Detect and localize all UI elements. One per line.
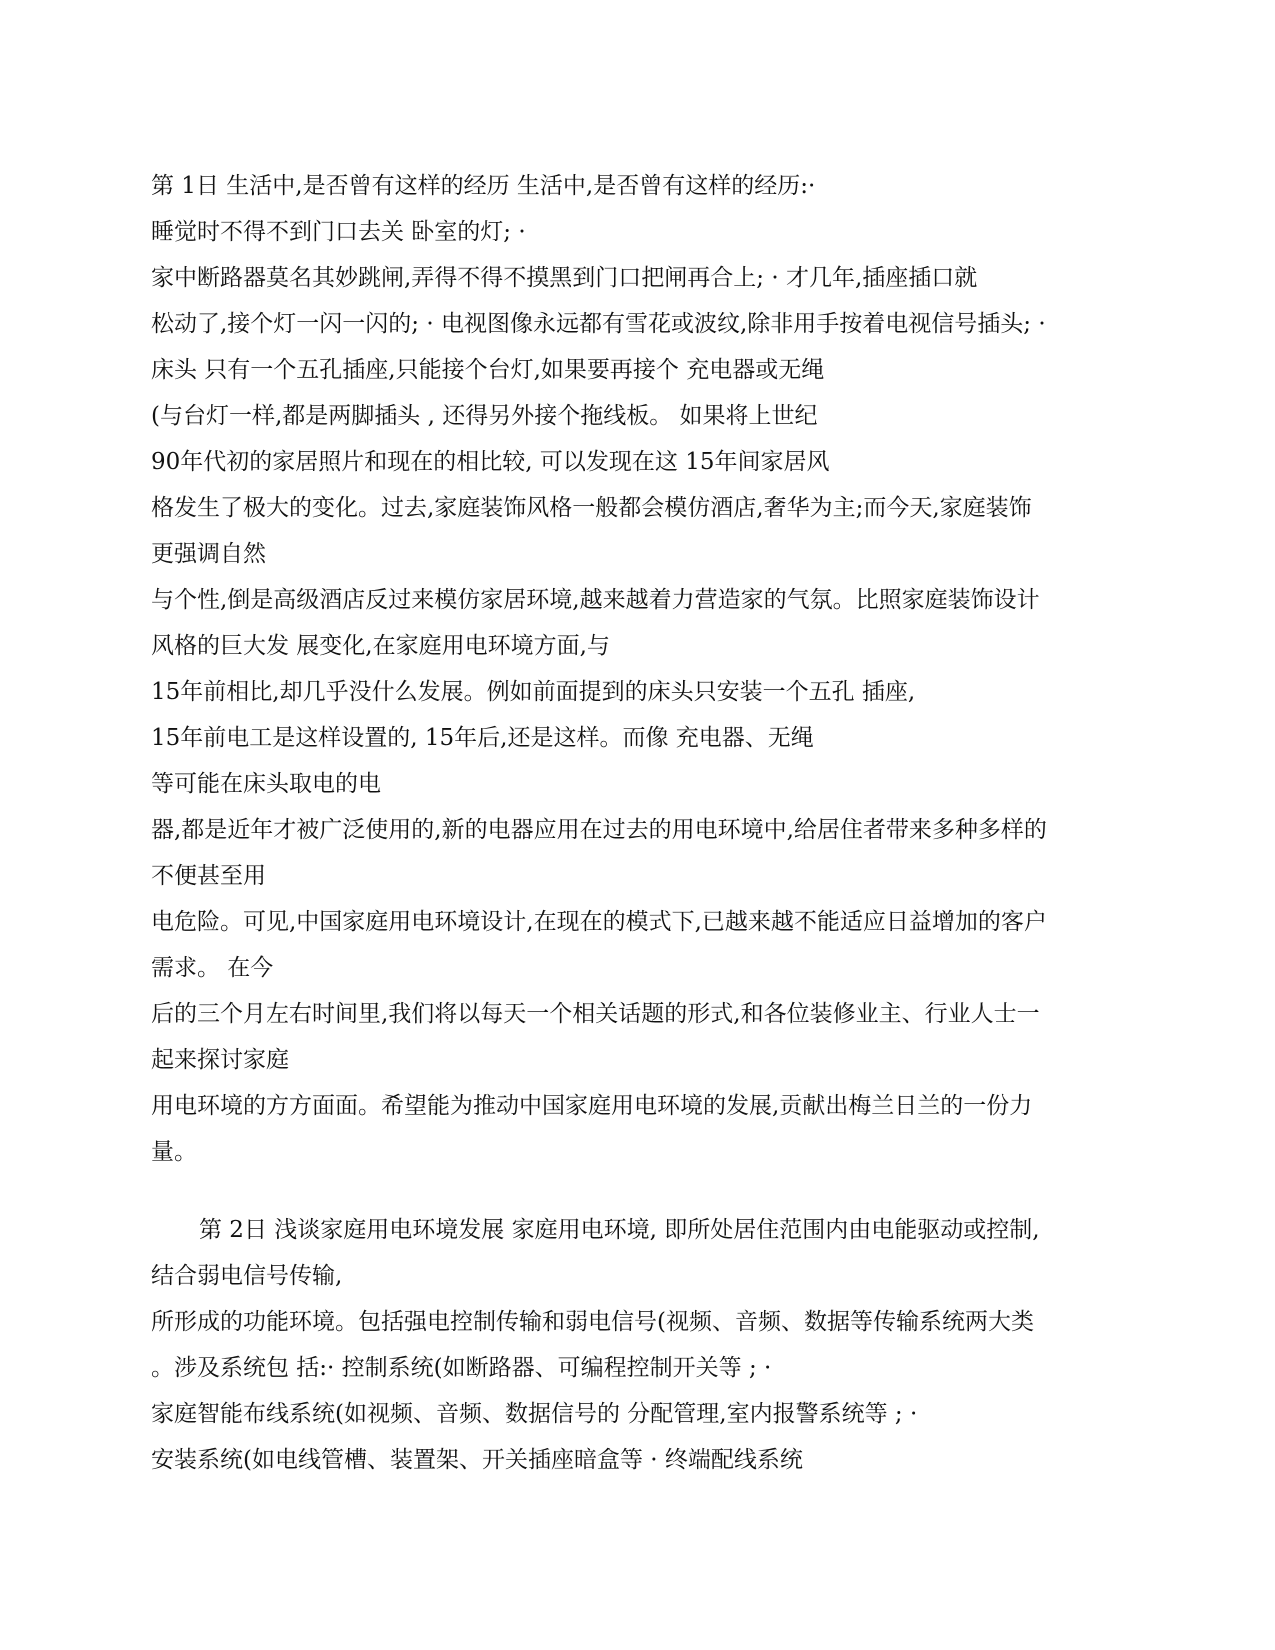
text-line: 器,都是近年才被广泛使用的,新的电器应用在过去的用电环境中,给居住者带来多种多样的 — [151, 817, 1047, 843]
text-line: 第 2日 浅谈家庭用电环境发展 家庭用电环境, 即所处居住范围内由电能驱动或控制, — [199, 1217, 1040, 1243]
text-line: 需求。 在今 — [151, 955, 274, 981]
text-line: 松动了,接个灯一闪一闪的; · 电视图像永远都有雪花或波纹,除非用手按着电视信号插头; · — [151, 311, 1046, 337]
text-line: 家中断路器莫名其妙跳闸,弄得不得不摸黑到门口把闸再合上; · 才几年,插座插口就 — [151, 265, 978, 291]
text-line: 更强调自然 — [151, 541, 266, 567]
text-line: 起来探讨家庭 — [151, 1047, 289, 1073]
text-line: 15年前相比,却几乎没什么发展。例如前面提到的床头只安装一个五孔 插座, — [151, 679, 916, 705]
text-line: 。涉及系统包 括:· 控制系统(如断路器、可编程控制开关等 ; · — [151, 1355, 772, 1381]
text-line: 安装系统(如电线管槽、装置架、开关插座暗盒等 · 终端配线系统 — [151, 1447, 803, 1473]
text-line: 与个性,倒是高级酒店反过来模仿家居环境,越来越着力营造家的气氛。比照家庭装饰设计 — [151, 587, 1040, 613]
text-line: 第 1日 生活中,是否曾有这样的经历 生活中,是否曾有这样的经历:· — [151, 173, 816, 199]
text-line: 15年前电工是这样设置的, 15年后,还是这样。而像 充电器、无绳 — [151, 725, 814, 751]
text-line: 后的三个月左右时间里,我们将以每天一个相关话题的形式,和各位装修业主、行业人士一 — [151, 1001, 1040, 1027]
text-line: 床头 只有一个五孔插座,只能接个台灯,如果要再接个 充电器或无绳 — [151, 357, 825, 383]
text-line: 用电环境的方方面面。希望能为推动中国家庭用电环境的发展,贡献出梅兰日兰的一份力 — [151, 1093, 1033, 1119]
text-line: 不便甚至用 — [151, 863, 266, 889]
text-line: 风格的巨大发 展变化,在家庭用电环境方面,与 — [151, 633, 610, 659]
text-line: 所形成的功能环境。包括强电控制传输和弱电信号(视频、音频、数据等传输系统两大类 — [151, 1309, 1034, 1335]
text-line: 睡觉时不得不到门口去关 卧室的灯; · — [151, 219, 526, 245]
paragraph-gap — [151, 1175, 1121, 1207]
text-line: 格发生了极大的变化。过去,家庭装饰风格一般都会模仿酒店,奢华为主;而今天,家庭装饰 — [151, 495, 1032, 521]
text-line: (与台灯一样,都是两脚插头 , 还得另外接个拖线板。 如果将上世纪 — [151, 403, 818, 429]
text-line: 90年代初的家居照片和现在的相比较, 可以发现在这 15年间家居风 — [151, 449, 830, 475]
text-line: 等可能在床头取电的电 — [151, 771, 381, 797]
text-line: 量。 — [151, 1139, 197, 1165]
text-line: 结合弱电信号传输, — [151, 1263, 343, 1289]
text-line: 电危险。可见,中国家庭用电环境设计,在现在的模式下,已越来越不能适应日益增加的客户 — [151, 909, 1047, 935]
text-line: 家庭智能布线系统(如视频、音频、数据信号的 分配管理,室内报警系统等 ; · — [151, 1401, 918, 1427]
document-body — [151, 163, 1121, 1483]
